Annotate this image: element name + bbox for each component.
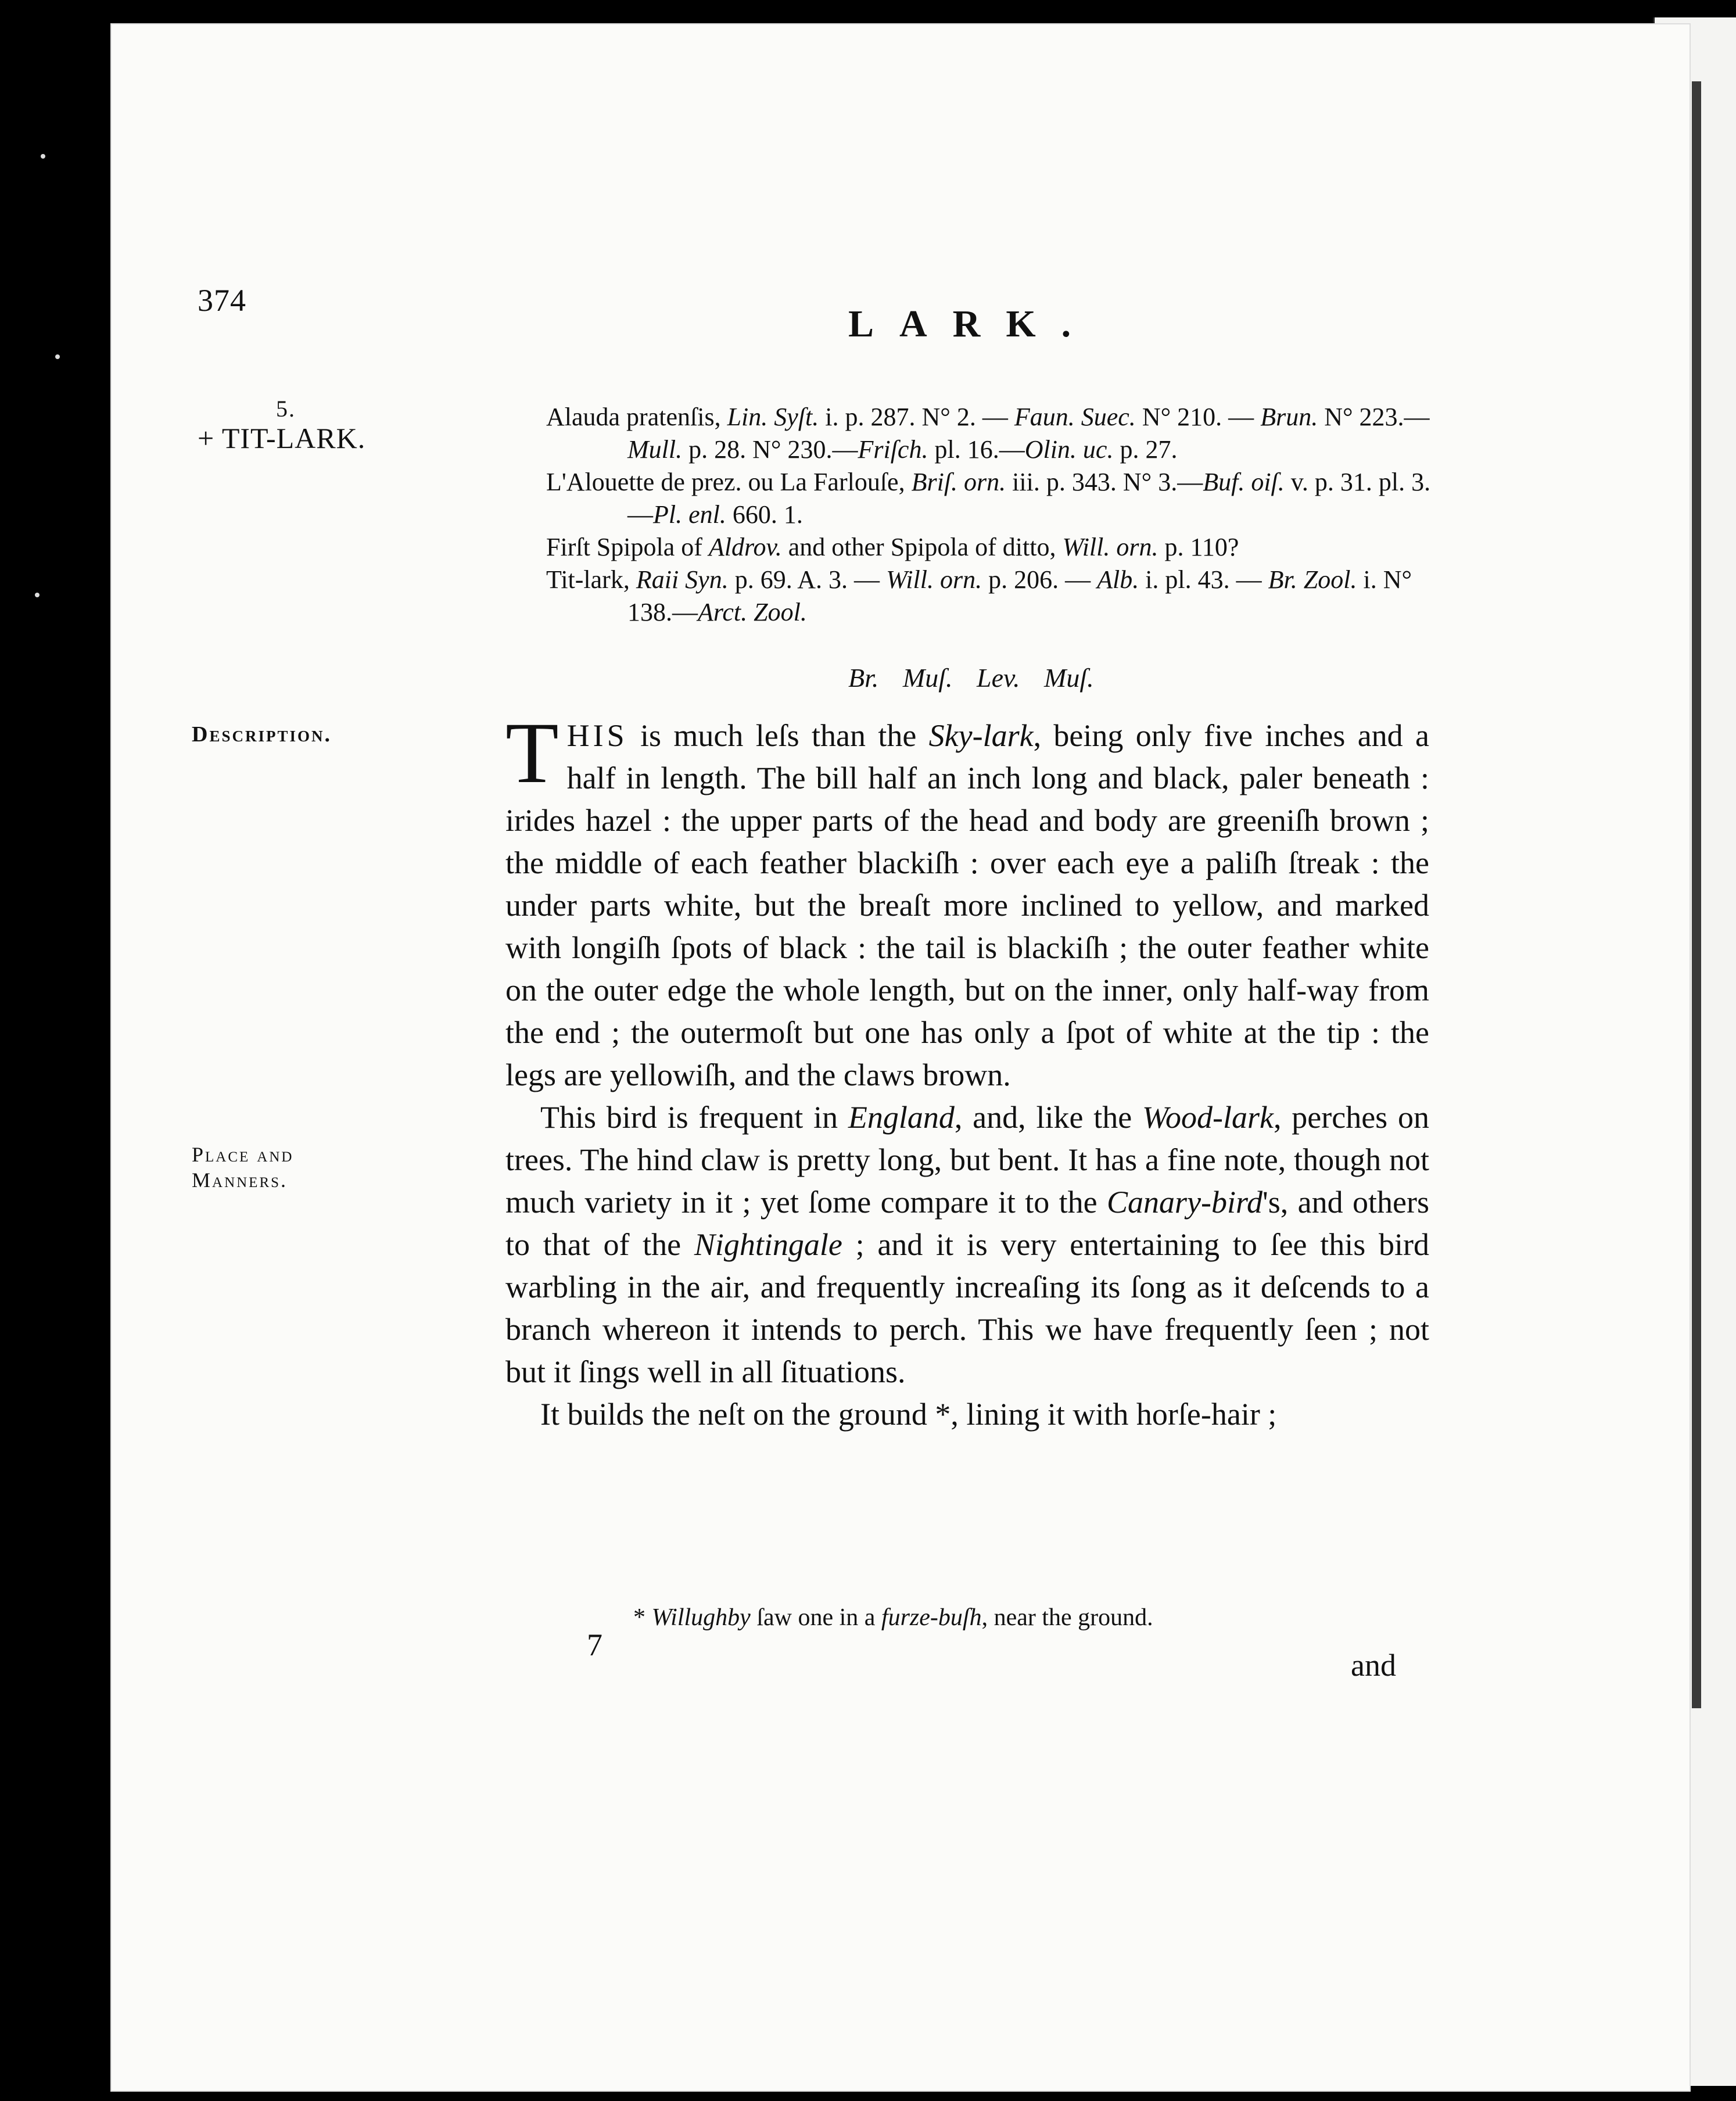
text-run: , being only five inches and a half in length. The bill half an inch long and black, paler beneath : irides hazel : the upper parts of the head and body are greeniſh brown ; the middle of each feather blackiſh : over each eye a paliſh ſtreak : the under parts white, but the breaſt more inclined to yellow, and marked with longiſh ſpots of black : the tail is blackiſh ; the outer feather white on the outer edge the whole length, but on the inner, only half-way from the end ; the outermoſt but one has only a ſpot of white at the tip : the legs are yellowiſh, and the claws brown. xyxy=(505,718,1429,1092)
italic-run: Arct. Zool. xyxy=(698,598,807,626)
italic-run: Br. Zool. xyxy=(1268,565,1357,594)
description-paragraph xyxy=(505,705,1429,1096)
text-run: * xyxy=(633,1604,652,1631)
sidenote-place-line1: Place and xyxy=(192,1143,294,1166)
scan-speck xyxy=(35,593,40,597)
text-run: , near the ground. xyxy=(981,1604,1153,1631)
nest-paragraph xyxy=(505,1393,1429,1436)
italic-run: Sky-lark xyxy=(928,718,1034,753)
text-run: iii. p. 343. N° 3.— xyxy=(1006,468,1203,496)
italic-run: Briſ. orn. xyxy=(911,468,1006,496)
text-run: 660. 1. xyxy=(726,500,803,529)
drop-cap: T xyxy=(505,705,559,801)
text-run: , and, like the xyxy=(954,1100,1142,1135)
italic-run: England xyxy=(848,1100,955,1135)
text-run: Alauda pratenſis, xyxy=(546,403,727,431)
text-run: 's, and others to that of the xyxy=(505,1185,1429,1262)
museum-references: Br. Muſ. Lev. Muſ. xyxy=(848,663,1094,693)
synonymy-block xyxy=(546,401,1452,629)
manners-paragraph xyxy=(505,1096,1429,1393)
text-run: is much leſs than the xyxy=(627,718,929,753)
text-run: p. 27. xyxy=(1113,435,1178,464)
italic-run: Nightingale xyxy=(694,1227,842,1262)
italic-run: Pl. enl. xyxy=(653,500,726,529)
page-number: 374 xyxy=(198,283,246,318)
text-run: N° 210. — xyxy=(1135,403,1261,431)
text-run: i. p. 287. N° 2. — xyxy=(819,403,1014,431)
text-run: i. N° 138.— xyxy=(627,565,1412,626)
italic-run: Buf. oiſ. xyxy=(1203,468,1285,496)
catchword: and xyxy=(1351,1648,1396,1683)
italic-run: Aldrov. xyxy=(708,533,782,561)
smallcaps-run: HIS xyxy=(566,718,628,753)
signature-mark: 7 xyxy=(587,1627,602,1662)
text-run: p. 28. N° 230.— xyxy=(682,435,858,464)
italic-run: Alb. xyxy=(1097,565,1139,594)
italic-run: Olin. uc. xyxy=(1024,435,1114,464)
italic-run: Canary-bird xyxy=(1107,1185,1263,1220)
text-run: i. pl. 43. — xyxy=(1139,565,1268,594)
text-run: and other Spipola of ditto, xyxy=(781,533,1063,561)
footnote xyxy=(633,1604,1153,1632)
italic-run: Lin. Syſt. xyxy=(727,403,819,431)
main-text xyxy=(505,705,1429,1436)
text-run: It builds the neſt on the ground *, lining it with horſe-hair ; xyxy=(540,1397,1277,1432)
species-number: 5. xyxy=(276,396,296,422)
text-run: ſaw one in a xyxy=(750,1604,881,1631)
synonymy-entry xyxy=(546,466,1452,531)
sidenote-place-line2: Manners. xyxy=(192,1168,288,1192)
page-gutter-shadow xyxy=(1692,81,1701,1708)
synonymy-entry xyxy=(546,564,1452,629)
italic-run: Wood-lark xyxy=(1142,1100,1274,1135)
scan-speck xyxy=(55,354,60,359)
text-run: Firſt Spipola of xyxy=(546,533,709,561)
italic-run: Friſch. xyxy=(858,435,928,464)
italic-run: Willughby xyxy=(651,1604,751,1631)
species-mark: + xyxy=(198,422,215,454)
sidenote-description: Description. xyxy=(192,722,332,747)
italic-run: Mull. xyxy=(627,435,683,464)
text-run: This bird is frequent in xyxy=(540,1100,848,1135)
text-run: Tit-lark, xyxy=(546,565,636,594)
text-run: , perches on trees. The hind claw is pretty long, but bent. It has a fine note, though not much variety in it ; yet ſome compare it to the xyxy=(505,1100,1429,1220)
synonymy-entry xyxy=(546,531,1452,564)
text-run: v. p. 31. pl. 3.— xyxy=(627,468,1431,529)
text-run: p. 110? xyxy=(1158,533,1239,561)
italic-run: Faun. Suec. xyxy=(1014,403,1136,431)
text-run: pl. 16.— xyxy=(928,435,1025,464)
species-heading xyxy=(198,424,365,452)
synonymy-entry xyxy=(546,401,1452,466)
text-run: N° 223.— xyxy=(1318,403,1430,431)
italic-run: furze-buſh xyxy=(881,1604,982,1631)
italic-run: Brun. xyxy=(1260,403,1318,431)
scan-speck xyxy=(41,154,45,159)
italic-run: Raii Syn. xyxy=(636,565,729,594)
text-run: p. 69. A. 3. — xyxy=(728,565,887,594)
species-name: TIT-LARK. xyxy=(221,422,366,454)
running-title: LARK. xyxy=(848,303,1097,345)
text-run: L'Alouette de prez. ou La Farlouſe, xyxy=(546,468,912,496)
text-run: ; and it is very entertaining to ſee this bird warbling in the air, and frequently increaſing its ſong as it deſcends to a branch whereon it intends to perch. This we have frequently ſeen ; not but it ſings well in all ſituations. xyxy=(505,1227,1429,1389)
text-run: p. 206. — xyxy=(982,565,1097,594)
italic-run: Will. orn. xyxy=(1062,533,1158,561)
italic-run: Will. orn. xyxy=(886,565,982,594)
sidenote-place-and-manners xyxy=(192,1142,293,1193)
